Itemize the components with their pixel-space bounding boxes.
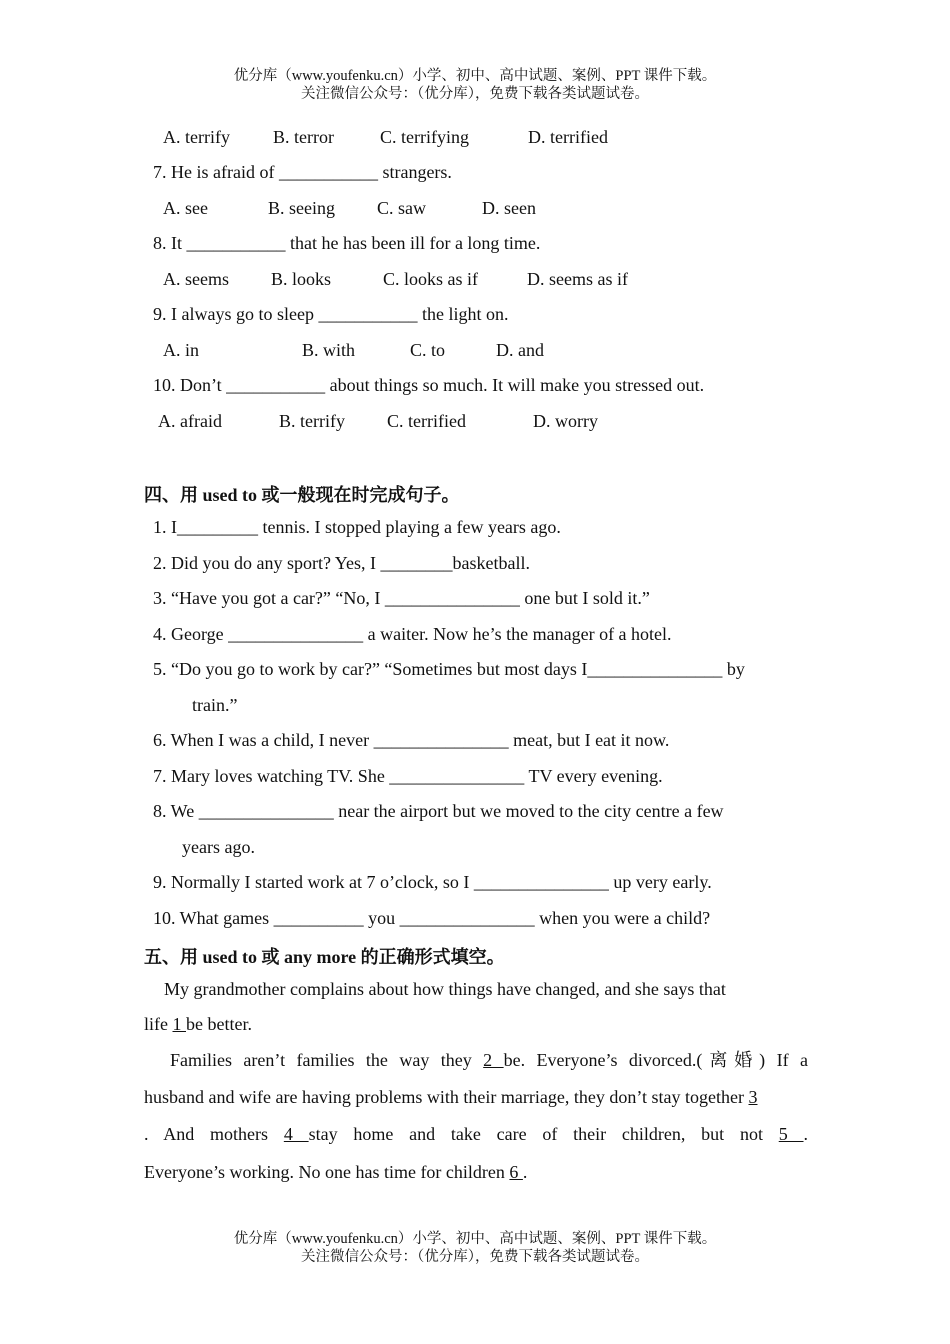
p5-para2-line3 <box>144 1123 808 1145</box>
q8-option-c: C. looks as if <box>383 269 479 289</box>
p4-q3: 3. “Have you got a car?” “No, I _______________ one but I sold it.” <box>153 588 650 608</box>
blank-2: 2 <box>483 1050 504 1070</box>
p4-q6: 6. When I was a child, I never _______________ meat, but I eat it now. <box>153 730 670 750</box>
q8-option-a: A. seems <box>163 269 229 289</box>
p5-para1-line2 <box>144 1013 252 1035</box>
q6-option-c: C. terrifying <box>380 127 469 147</box>
p5-para2-line4-pre: Everyone’s working. No one has time for children <box>144 1162 510 1182</box>
q7-stem: 7. He is afraid of ___________ strangers. <box>153 162 452 182</box>
q8-stem: 8. It ___________ that he has been ill for a long time. <box>153 233 541 253</box>
p5-para2-line4-post: . <box>522 1162 528 1182</box>
p4-q5-line1: 5. “Do you go to work by car?” “Sometimes but most days I_______________ by <box>153 659 745 679</box>
p4-q8-line1: 8. We _______________ near the airport but we moved to the city centre a few <box>153 801 724 821</box>
q10-option-b: B. terrify <box>279 411 345 431</box>
q8-option-b: B. looks <box>271 269 332 289</box>
q10-stem: 10. Don’t ___________ about things so much. It will make you stressed out. <box>153 375 705 395</box>
q7-option-c: C. saw <box>377 198 426 218</box>
p4-q1: 1. I_________ tennis. I stopped playing a few years ago. <box>153 517 561 537</box>
p5-para2-line1-post: be. Everyone’s divorced.(离婚) If a <box>503 1050 809 1070</box>
blank-4: 4 <box>283 1124 309 1144</box>
p5-para1-line2-post: be better. <box>186 1014 252 1034</box>
blank-5: 5 <box>778 1124 804 1144</box>
q9-option-b: B. with <box>302 340 356 360</box>
p5-para2-line1-pre: Families aren’t families the way they <box>170 1050 484 1070</box>
p5-para1-line2-pre: life <box>144 1014 173 1034</box>
blank-6: 6 <box>509 1162 523 1182</box>
q6-option-b: B. terror <box>273 127 334 147</box>
q7-option-d: D. seen <box>482 198 536 218</box>
p4-q10: 10. What games __________ you _______________ when you were a child? <box>153 908 711 928</box>
page-header-line-2: 关注微信公众号：（优分库），免费下载各类试题试卷。 <box>301 86 649 102</box>
p5-para2-line2-pre: husband and wife are having problems with their marriage, they don’t stay together <box>144 1087 749 1107</box>
q10-option-c: C. terrified <box>387 411 466 431</box>
q6-option-d: D. terrified <box>528 127 608 147</box>
p5-para1-line1: My grandmother complains about how things have changed, and she says that <box>164 979 726 999</box>
part5-title: 五、用 used to 或 any more 的正确形式填空。 <box>144 947 505 967</box>
p4-q5-line2: train.” <box>192 695 238 715</box>
blank-1: 1 <box>172 1014 186 1034</box>
q9-stem: 9. I always go to sleep ___________ the light on. <box>153 304 509 324</box>
q7-option-b: B. seeing <box>268 198 335 218</box>
p4-q8-line2: years ago. <box>182 837 255 857</box>
blank-3: 3 <box>748 1087 758 1107</box>
q9-option-a: A. in <box>163 340 199 360</box>
page-header-line-1: 优分库（www.youfenku.cn）小学、初中、高中试题、案例、PPT 课件下载。 <box>233 68 717 84</box>
q9-option-c: C. to <box>410 340 446 360</box>
q8-option-d: D. seems as if <box>527 269 628 289</box>
q7-option-a: A. see <box>163 198 208 218</box>
page-footer-line-2: 关注微信公众号：（优分库），免费下载各类试题试卷。 <box>301 1249 649 1265</box>
p5-para2-line2 <box>144 1086 758 1108</box>
p5-para2-line1 <box>170 1049 808 1071</box>
p4-q9: 9. Normally I started work at 7 o’clock, so I _______________ up very early. <box>153 872 712 892</box>
q10-option-a: A. afraid <box>158 411 222 431</box>
p5-para2-line3-pre: . And mothers <box>144 1124 284 1144</box>
q9-option-d: D. and <box>496 340 544 360</box>
p5-para2-line3-mid: stay home and take care of their children, but not <box>308 1124 779 1144</box>
p5-para2-line4 <box>144 1161 527 1183</box>
p4-q4: 4. George _______________ a waiter. Now he’s the manager of a hotel. <box>153 624 672 644</box>
page-footer-line-1: 优分库（www.youfenku.cn）小学、初中、高中试题、案例、PPT 课件下载。 <box>233 1231 717 1247</box>
p5-para2-line3-post: . <box>803 1124 809 1144</box>
p4-q7: 7. Mary loves watching TV. She _______________ TV every evening. <box>153 766 663 786</box>
q6-option-a: A. terrify <box>163 127 230 147</box>
part4-title: 四、用 used to 或一般现在时完成句子。 <box>144 485 460 505</box>
q10-option-d: D. worry <box>533 411 598 431</box>
p4-q2: 2. Did you do any sport? Yes, I ________basketball. <box>153 553 530 573</box>
